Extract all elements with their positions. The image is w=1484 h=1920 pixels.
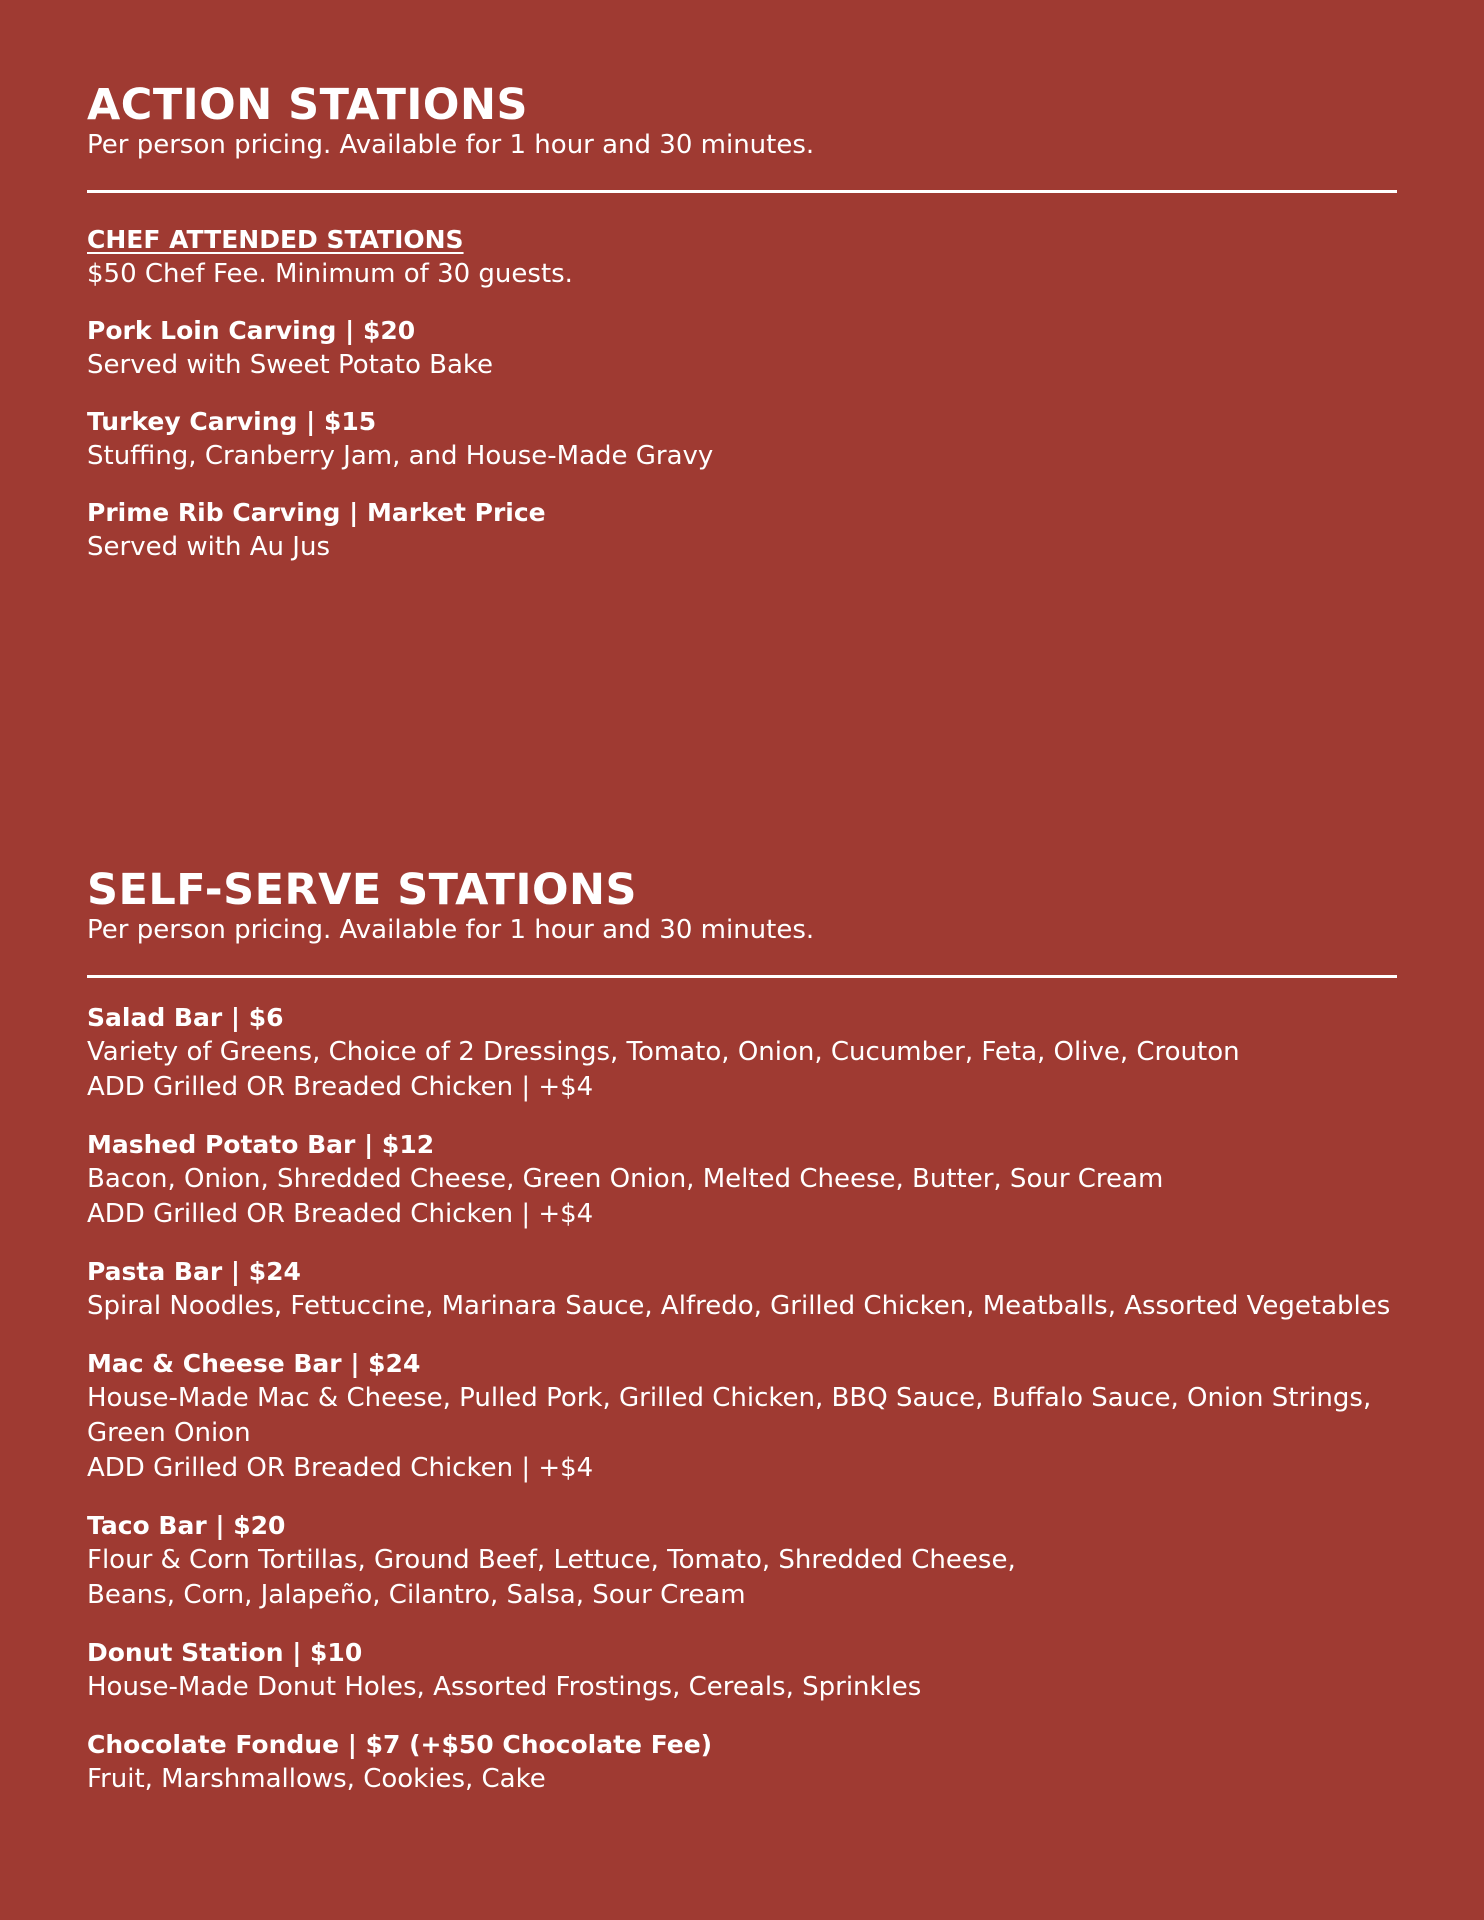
menu-item-description: Bacon, Onion, Shredded Cheese, Green Onion, Melted Cheese, Butter, Sour Cream: [87, 1164, 1164, 1194]
section-title-self-serve-stations: SELF-SERVE STATIONS: [87, 865, 637, 915]
menu-item-addon: ADD Grilled OR Breaded Chicken | +$4: [87, 1453, 594, 1483]
menu-item-title: Prime Rib Carving | Market Price: [87, 498, 546, 527]
section-divider: [87, 975, 1397, 978]
menu-item-title: Turkey Carving | $15: [87, 407, 377, 436]
menu-item-description: House-Made Mac & Cheese, Pulled Pork, Grilled Chicken, BBQ Sauce, Buffalo Sauce, Onion Strings,: [87, 1383, 1372, 1413]
section-subtitle-self-serve-stations: Per person pricing. Available for 1 hour and 30 minutes.: [87, 915, 815, 945]
menu-item-mac-and-cheese-bar: [87, 1346, 1397, 1486]
menu-item-description: Served with Au Jus: [87, 532, 330, 562]
menu-item-title: Mashed Potato Bar | $12: [87, 1130, 435, 1159]
menu-item-turkey-carving: [87, 404, 1397, 474]
chef-attended-heading: CHEF ATTENDED STATIONS: [87, 225, 464, 254]
menu-item-description: Variety of Greens, Choice of 2 Dressings, Tomato, Onion, Cucumber, Feta, Olive, Crouton: [87, 1037, 1240, 1067]
section-subtitle-action-stations: Per person pricing. Available for 1 hour and 30 minutes.: [87, 130, 815, 160]
menu-item-description: Fruit, Marshmallows, Cookies, Cake: [87, 1764, 546, 1794]
menu-item-mashed-potato-bar: [87, 1127, 1397, 1232]
menu-item-description: Beans, Corn, Jalapeño, Cilantro, Salsa, Sour Cream: [87, 1580, 746, 1610]
menu-item-pasta-bar: [87, 1254, 1397, 1324]
menu-item-title: Salad Bar | $6: [87, 1003, 284, 1032]
menu-item-description: Flour & Corn Tortillas, Ground Beef, Lettuce, Tomato, Shredded Cheese,: [87, 1545, 1016, 1575]
menu-item-description: Green Onion: [87, 1418, 251, 1448]
menu-item-donut-station: [87, 1635, 1397, 1705]
action-stations-section: [87, 79, 1397, 565]
section-divider: [87, 190, 1397, 193]
menu-item-pork-loin-carving: [87, 313, 1397, 383]
menu-item-chocolate-fondue: [87, 1727, 1397, 1797]
menu-item-prime-rib-carving: [87, 495, 1397, 565]
menu-item-description: House-Made Donut Holes, Assorted Frostings, Cereals, Sprinkles: [87, 1672, 922, 1702]
menu-item-title: Pasta Bar | $24: [87, 1257, 301, 1286]
menu-item-addon: ADD Grilled OR Breaded Chicken | +$4: [87, 1199, 594, 1229]
menu-item-description: Spiral Noodles, Fettuccine, Marinara Sauce, Alfredo, Grilled Chicken, Meatballs, Assorted Vegetables: [87, 1291, 1391, 1321]
menu-item-description: Served with Sweet Potato Bake: [87, 350, 494, 380]
menu-item-title: Mac & Cheese Bar | $24: [87, 1349, 421, 1378]
menu-item-description: Stuffing, Cranberry Jam, and House-Made Gravy: [87, 441, 714, 471]
menu-item-salad-bar: [87, 1000, 1397, 1105]
menu-item-taco-bar: [87, 1508, 1397, 1613]
self-serve-stations-section: [87, 864, 1397, 1797]
section-title-action-stations: ACTION STATIONS: [87, 80, 528, 130]
chef-fee-note: $50 Chef Fee. Minimum of 30 guests.: [87, 259, 573, 289]
menu-item-title: Chocolate Fondue | $7 (+$50 Chocolate Fee): [87, 1730, 713, 1759]
menu-item-title: Donut Station | $10: [87, 1638, 363, 1667]
menu-item-addon: ADD Grilled OR Breaded Chicken | +$4: [87, 1072, 594, 1102]
menu-item-title: Taco Bar | $20: [87, 1511, 286, 1540]
menu-item-title: Pork Loin Carving | $20: [87, 316, 416, 345]
